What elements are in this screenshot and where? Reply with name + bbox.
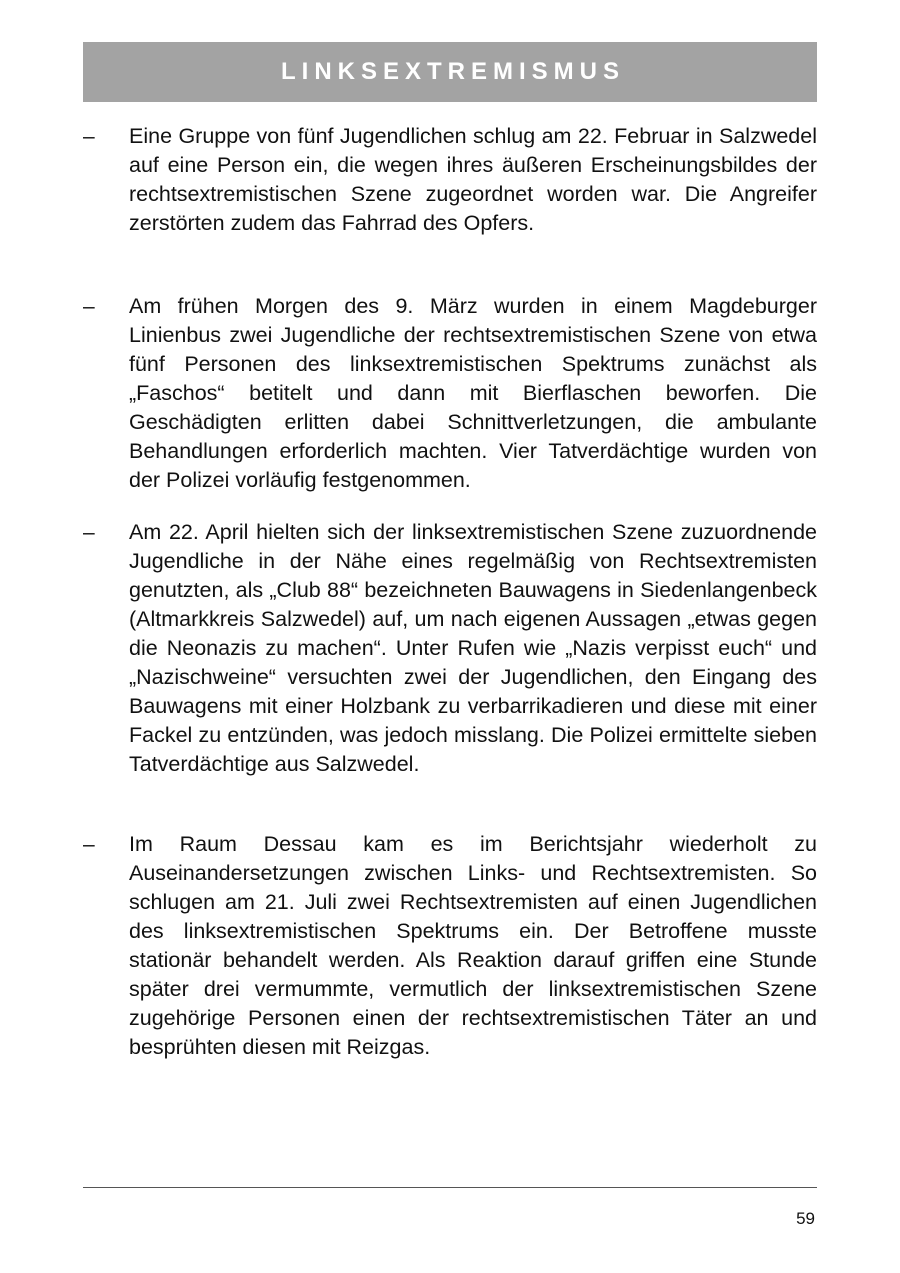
bullet-dash: – <box>83 833 95 856</box>
page-number: 59 <box>796 1209 815 1228</box>
list-item-text: Eine Gruppe von fünf Jugendlichen schlug am 22. Februar in Salzwedel auf eine Person ein, die wegen ihres äußeren Erscheinungsbildes der rechtsextremistischen Szene zugeordnet worden war. Die Angreifer zerstörten zudem das Fahrrad des Opfers. <box>129 124 817 235</box>
list-item-text: Am 22. April hielten sich der linksextremistischen Szene zuzuordnende Jugendliche in der Nähe eines regelmäßig von Rechtsextremisten genutzten, als „Club 88“ bezeichneten Bauwagens in Siedenlangenbeck (Altmarkkreis Salzwedel) auf, um nach eigenen Aussagen „etwas gegen die Neonazis zu machen“. Unter Rufen wie „Nazis verpisst euch“ und „Nazischweine“ versuchten zwei der Jugendlichen, den Eingang des Bauwagens mit einer Holzbank zu verbarrikadieren und diese mit einer Fackel zu entzünden, was jedoch misslang. Die Polizei ermittelte sieben Tatverdächtige aus Salzwedel. <box>129 520 817 776</box>
list-item-text: Im Raum Dessau kam es im Berichtsjahr wiederholt zu Auseinandersetzungen zwischen Links- und Rechtsextremisten. So schlugen am 21. Juli zwei Rechtsextremisten auf einen Jugendlichen des linksextremistischen Spektrums ein. Der Betroffene musste stationär behandelt werden. Als Reaktion darauf griffen eine Stunde später drei vermummte, vermutlich der linksextremistischen Szene zugehörige Personen einen der rechtsextremistischen Täter an und besprühten diesen mit Reizgas. <box>129 832 817 1059</box>
footer-divider <box>83 1187 817 1188</box>
section-header-bar <box>83 42 817 102</box>
bullet-dash: – <box>83 125 95 148</box>
bullet-dash: – <box>83 295 95 318</box>
list-item-text: Am frühen Morgen des 9. März wurden in einem Magdeburger Linienbus zwei Jugendliche der rechtsextremistischen Szene von etwa fünf Personen des linksextremistischen Spektrums zunächst als „Faschos“ betitelt und dann mit Bierflaschen beworfen. Die Geschädigten erlitten dabei Schnittverletzungen, die ambulante Behandlungen erforderlich machten. Vier Tatverdächtige wurden von der Polizei vorläufig festgenommen. <box>129 294 817 492</box>
section-title: LINKSEXTREMISMUS <box>280 58 625 85</box>
bullet-dash: – <box>83 521 95 544</box>
